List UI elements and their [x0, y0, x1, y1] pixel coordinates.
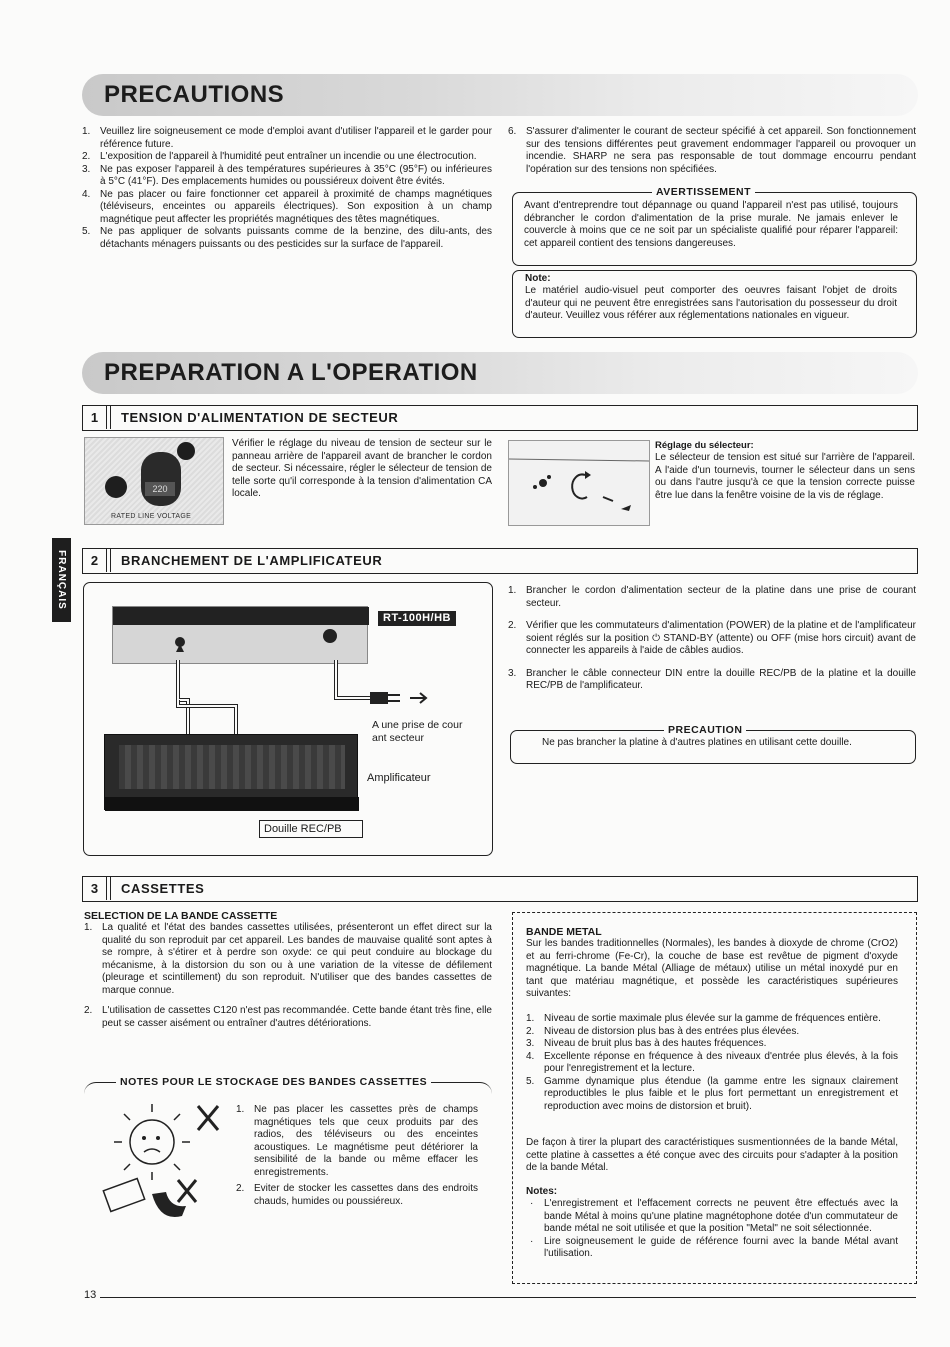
- connection-steps: [508, 585, 916, 693]
- section-header-3: [82, 876, 918, 902]
- amplifier-label: Amplificateur: [367, 772, 431, 784]
- model-label: RT-100H/HB: [378, 611, 456, 626]
- precautions-list-left: [82, 126, 492, 251]
- list-item: 5. Ne pas appliquer de solvants puissants comme de la benzine, des dilu-ants, des détachants ménagers puissants ou des pesticides sur la surface de l'appareil.: [82, 226, 492, 250]
- list-item: 2. Niveau de distorsion plus bas à des entrées plus élevées.: [526, 1025, 800, 1037]
- list-item: 6. S'assurer d'alimenter le courant de secteur spécifié à cet appareil. Son fonctionnement sur des tensions différentes peut gravement endommager l'appareil ou provoquer un incendie. SHARP ne sera pas responsable de tout dommage encourru pendant l'opération sur des tensions non spécifiées.: [508, 126, 916, 175]
- section-number: 2: [83, 549, 107, 572]
- language-side-tab-label: FRANÇAIS: [56, 550, 67, 610]
- list-item: 3. Brancher le câble connecteur DIN entre la douille REC/PB de la platine et la douille REC/PB de l'amplificateur.: [508, 667, 916, 691]
- list-item: 2. Eviter de stocker les cassettes dans des endroits chauds, humides ou poussiéreux.: [236, 1183, 478, 1207]
- list-item: 1. La qualité et l'état des bandes cassettes utilisées, présenteront un effet direct sur la qualité du son reproduit par cet appareil. Les bandes de mauvaise qualité sont aptes à se rompre, à s'étirer et à perdre son oxyde: ce qui peut conduire au blockage du mécanisme, à la distorsion du son ou à une variation de la vitesse de défilement (pleurage et scintillement) du son reproduit. N'utiliser que des bandes cassettes de marque connue.: [84, 922, 492, 996]
- section-header-1: [82, 405, 918, 431]
- voltage-knob: [141, 452, 181, 506]
- voltage-selector-photo: [84, 437, 224, 525]
- metal-list: [526, 1013, 898, 1113]
- warning-text: Avant d'entreprendre tout dépannage ou quand l'appareil n'est pas utilisé, toujours débrancher le cordon d'alimentation de la prise murale. Ne jamais enlever le couvercle à moins que ce ne soit par un spécialiste qualifié pour réparer l'appareil: cet appareil contient des tensions dangereuses.: [524, 200, 898, 249]
- section-number: 3: [83, 877, 107, 900]
- list-item: 1. Brancher le cordon d'alimentation secteur de la platine dans une prise de courant secteur.: [508, 585, 916, 609]
- section-title: BRANCHEMENT DE L'AMPLIFICATEUR: [121, 553, 383, 568]
- screwdriver-turn-icon: [509, 441, 650, 526]
- storage-list: [236, 1104, 478, 1208]
- list-item: 2. Vérifier que les commutateurs d'alimentation (POWER) de la platine et de l'amplificateur soient réglés sur la position ⏻ STAND-BY (attente) ou OFF (mise hors circuit) avant de connecter les appareils à l'aide de câbles audios.: [508, 620, 916, 656]
- section-header-2: [82, 548, 918, 574]
- outlet-label: A une prise de cour ant secteur: [372, 719, 463, 744]
- amplifier-rear-panel: [104, 734, 358, 810]
- precaution-label: PRECAUTION: [664, 724, 746, 736]
- jack-label-box: [259, 820, 363, 838]
- list-item: 4. Excellente réponse en fréquence à des niveaux d'entrée plus élevés, à la fois pour l'enregistrement et la lecture.: [526, 1050, 898, 1074]
- list-item: · Lire soigneusement le guide de référence fourni avec la bande Métal avant l'utilisation.: [530, 1235, 898, 1259]
- preparation-title: PREPARATION A L'OPERATION: [104, 359, 478, 386]
- list-item: 1. Ne pas placer les cassettes près de champs magnétiques tels que ceux produits par des radios, des téléviseurs ou des enceintes acoustiques. Le magnétisme peut détériorer la sensibilité de la bande ou même effacer les enregistrements.: [236, 1104, 478, 1178]
- list-item: 5. Gamme dynamique plus étendue (la gamme entre les signaux clairement reproductibles le plus faible et le plus fort permettant un enregistrement et reproduction avec moins de distorsion et bruit).: [526, 1075, 898, 1112]
- list-item: 3. Niveau de bruit plus bas à des hautes fréquences.: [526, 1038, 767, 1049]
- metal-outro: De façon à tirer la plupart des caractéristiques susmentionnées de la bande Métal, cette platine à cassettes a été conçue avec des circuits pour s'adapter à la position de la bande Métal.: [526, 1137, 898, 1173]
- selector-diagram: [508, 440, 650, 526]
- list-item: 2. L'exposition de l'appareil à l'humidité peut entraîner un incendie ou une électrocution.: [82, 151, 477, 162]
- precautions-list-right: [508, 126, 916, 176]
- cassette-warning-illustration: [96, 1098, 226, 1228]
- screw-icon: [177, 442, 195, 460]
- screw-icon: [105, 476, 127, 498]
- list-item: 4. Ne pas placer ou faire fonctionner cet appareil à proximité de champs magnétiques (téléviseurs, enceintes ou appareils électriques). Son exposition à un champ magnétique peut affecter les propriétés magnétiques des têtes magnétiques.: [82, 188, 492, 225]
- metal-intro: Sur les bandes traditionnelles (Normales), les bandes à dioxyde de chrome (CrO2) et au ferri-chrome (Fe-Cr), la couche de base est revêtue de pigment d'oxyde magnétique. La bande Métal (Alliage de métaux) utilise un métal inoxydé pur en tant que matériau magnétique, et possède les caractéristiques supérieures suivantes:: [526, 938, 898, 999]
- section-title: TENSION D'ALIMENTATION DE SECTEUR: [121, 410, 399, 425]
- metal-notes-label: Notes:: [526, 1186, 558, 1197]
- list-item: 2. L'utilisation de cassettes C120 n'est pas recommandée. Cette bande étant très fine, elle peut se casser aisément ou entraîner d'autres détériorations.: [84, 1005, 492, 1029]
- precaution-text: Ne pas brancher la platine à d'autres platines en utilisant cette douille.: [542, 737, 852, 748]
- list-item: · L'enregistrement et l'effacement corrects ne peuvent être effectués avec la bande Métal à moins qu'une platine magnétophone dotée d'un commutateur de bande métal ne soit utilisée et que la position "Metal" ne soit sélectionnée.: [530, 1198, 898, 1234]
- metal-notes-list: [526, 1198, 898, 1261]
- precautions-banner: [82, 74, 918, 116]
- section-number: 1: [83, 406, 107, 429]
- selector-text: Le sélecteur de tension est situé sur l'arrière de l'appareil. A l'aide d'un tournevis, tourner le sélecteur dans un sens ou dans l'autre jusqu'à ce que la tension correcte puisse être lue dans la fenêtre voisine de la vis de réglage.: [655, 452, 915, 501]
- section-title: CASSETTES: [121, 881, 205, 896]
- storage-notes-label: NOTES POUR LE STOCKAGE DES BANDES CASSETTES: [116, 1076, 431, 1088]
- list-item: 1. Niveau de sortie maximale plus élevée sur la gamme de fréquences entière.: [526, 1013, 881, 1024]
- list-item: 3. Ne pas exposer l'appareil à des températures supérieures à 35°C (95°F) ou inférieures à 5°C (41°F). Des emplacements humides ou poussiéreux doivent être évités.: [82, 163, 492, 187]
- note-text: Le matériel audio-visuel peut comporter des oeuvres faisant l'objet de droits d'auteur qui ne peuvent être enregistrées sans l'autorisation du possesseur du droit d'auteur. Veuillez vous référer aux réglementations nationales en vigueur.: [525, 285, 897, 321]
- warning-label: AVERTISSEMENT: [652, 186, 755, 198]
- language-side-tab: [52, 538, 71, 622]
- metal-title: BANDE METAL: [526, 926, 602, 938]
- voltage-window: 220: [145, 482, 175, 496]
- selection-title: SELECTION DE LA BANDE CASSETTE: [84, 910, 278, 922]
- page-number: 13: [84, 1289, 97, 1301]
- jack-label: Douille REC/PB: [264, 823, 342, 835]
- rated-voltage-label: RATED LINE VOLTAGE: [111, 513, 192, 520]
- section1-text: Vérifier le réglage du niveau de tension de secteur sur le panneau arrière de l'appareil avant de brancher le cordon de secteur. Si nécessaire, régler le sélecteur de tension de telle sorte qu'il corresponde à la tension d'alimentation CA locale.: [232, 438, 492, 499]
- selector-title: Réglage du sélecteur:: [655, 440, 754, 451]
- footer-rule: [100, 1297, 916, 1298]
- list-item: 1. Veuillez lire soigneusement ce mode d'emploi avant d'utiliser l'appareil et le garder pour référence future.: [82, 126, 492, 150]
- selection-list: [84, 922, 492, 1030]
- preparation-banner: [82, 352, 918, 394]
- note-label: Note:: [525, 273, 551, 284]
- precautions-title: PRECAUTIONS: [104, 81, 285, 108]
